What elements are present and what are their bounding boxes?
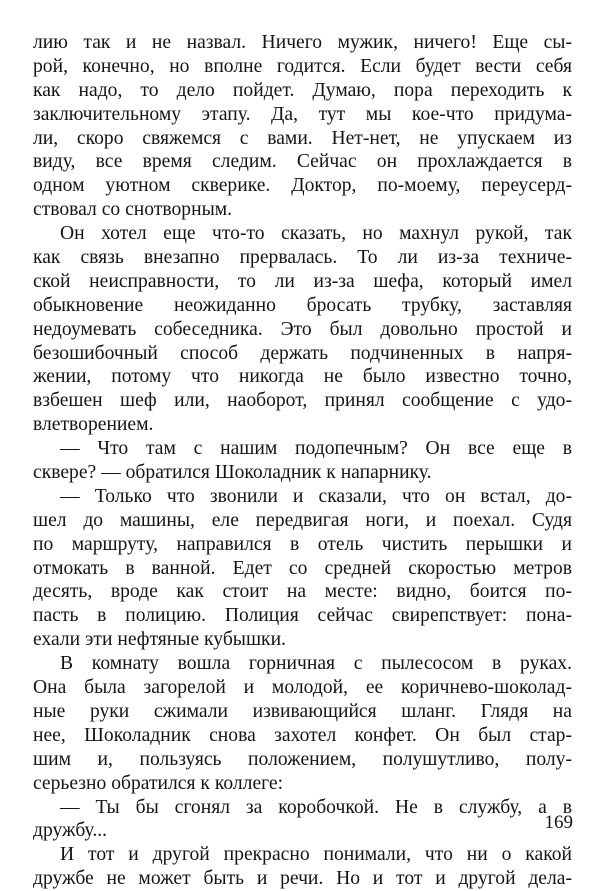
text-line: влетворением.: [33, 414, 154, 436]
text-line: одном уютном скверике. Доктор, по-моему, переусерд-: [33, 175, 572, 197]
text-line: жении, потому что никогда не было известно точно,: [33, 366, 572, 388]
text-line: шим и, пользуясь положением, полушутливо, полу-: [33, 748, 572, 770]
text-line: ехали эти нефтяные кубышки.: [33, 629, 286, 651]
text-line: отмокать в ванной. Едет со средней скоростью метров: [33, 557, 572, 579]
paragraph-start-line: В комнату вошла горничная с пылесосом в руках.: [60, 653, 572, 675]
text-line: лию так и не назвал. Ничего мужик, ничего! Еще сы-: [33, 32, 572, 53]
text-line: нее, Шоколадник снова захотел конфет. Он был стар-: [33, 724, 572, 746]
dialogue-line: — Что там с нашим подопечным? Он все еще в: [60, 438, 572, 460]
paragraph-start-line: И тот и другой прекрасно понимали, что ни о какой: [60, 844, 572, 866]
text-line: сквере? — обратился Шоколадник к напарнику.: [33, 462, 432, 484]
text-line: ской неисправности, то ли из-за шефа, который имел: [33, 270, 572, 292]
text-line: взбешен шеф или, наоборот, принял сообщение с удо-: [33, 390, 572, 412]
text-line: как связь внезапно прервалась. То ли из-за техниче-: [33, 247, 572, 269]
text-line: рой, конечно, но вполне годится. Если будет вести себя: [33, 55, 572, 77]
paragraph-start-line: Он хотел еще что-то сказать, но махнул рукой, так: [60, 223, 572, 245]
text-line: как надо, то дело пойдет. Думаю, пора переходить к: [33, 79, 572, 101]
text-line: дружбе не может быть и речи. Но и тот и другой дела-: [33, 868, 572, 890]
text-line: дружбу...: [33, 820, 108, 842]
text-line: обыкновение неожиданно бросать трубку, заставляя: [33, 294, 572, 316]
text-line: ствовал со снотворным.: [33, 199, 233, 221]
text-line: шел до машины, еле передвигая ноги, и поехал. Судя: [33, 509, 572, 531]
text-line: пасть в полицию. Полиция сейчас свирепствует: пона-: [33, 605, 572, 627]
text-line: безошибочный способ держать подчиненных в напря-: [33, 342, 572, 364]
text-line: виду, все время следим. Сейчас он прохлаждается в: [33, 151, 572, 173]
text-line: серьезно обратился к коллеге:: [33, 772, 284, 794]
text-line: десять, вроде как стоит на месте: видно, боится по-: [33, 581, 572, 603]
book-page-text: [33, 31, 572, 891]
text-line: ли, скоро свяжемся с вами. Нет-нет, не упускаем из: [33, 127, 572, 149]
text-line: заключительному этапу. Да, тут мы кое-что придума-: [33, 103, 572, 125]
dialogue-line: — Только что звонили и сказали, что он встал, до-: [60, 485, 572, 507]
page-number: 169: [544, 812, 573, 833]
dialogue-line: — Ты бы сгонял за коробочкой. Не в службу, а в: [60, 796, 572, 818]
text-line: Она была загорелой и молодой, ее коричнево-шоколад-: [33, 677, 572, 699]
text-line: по маршруту, направился в отель чистить перышки и: [33, 533, 572, 555]
text-line: недоумевать собеседника. Это был довольно простой и: [33, 318, 572, 340]
text-line: ные руки сжимали извивающийся шланг. Глядя на: [33, 700, 572, 722]
